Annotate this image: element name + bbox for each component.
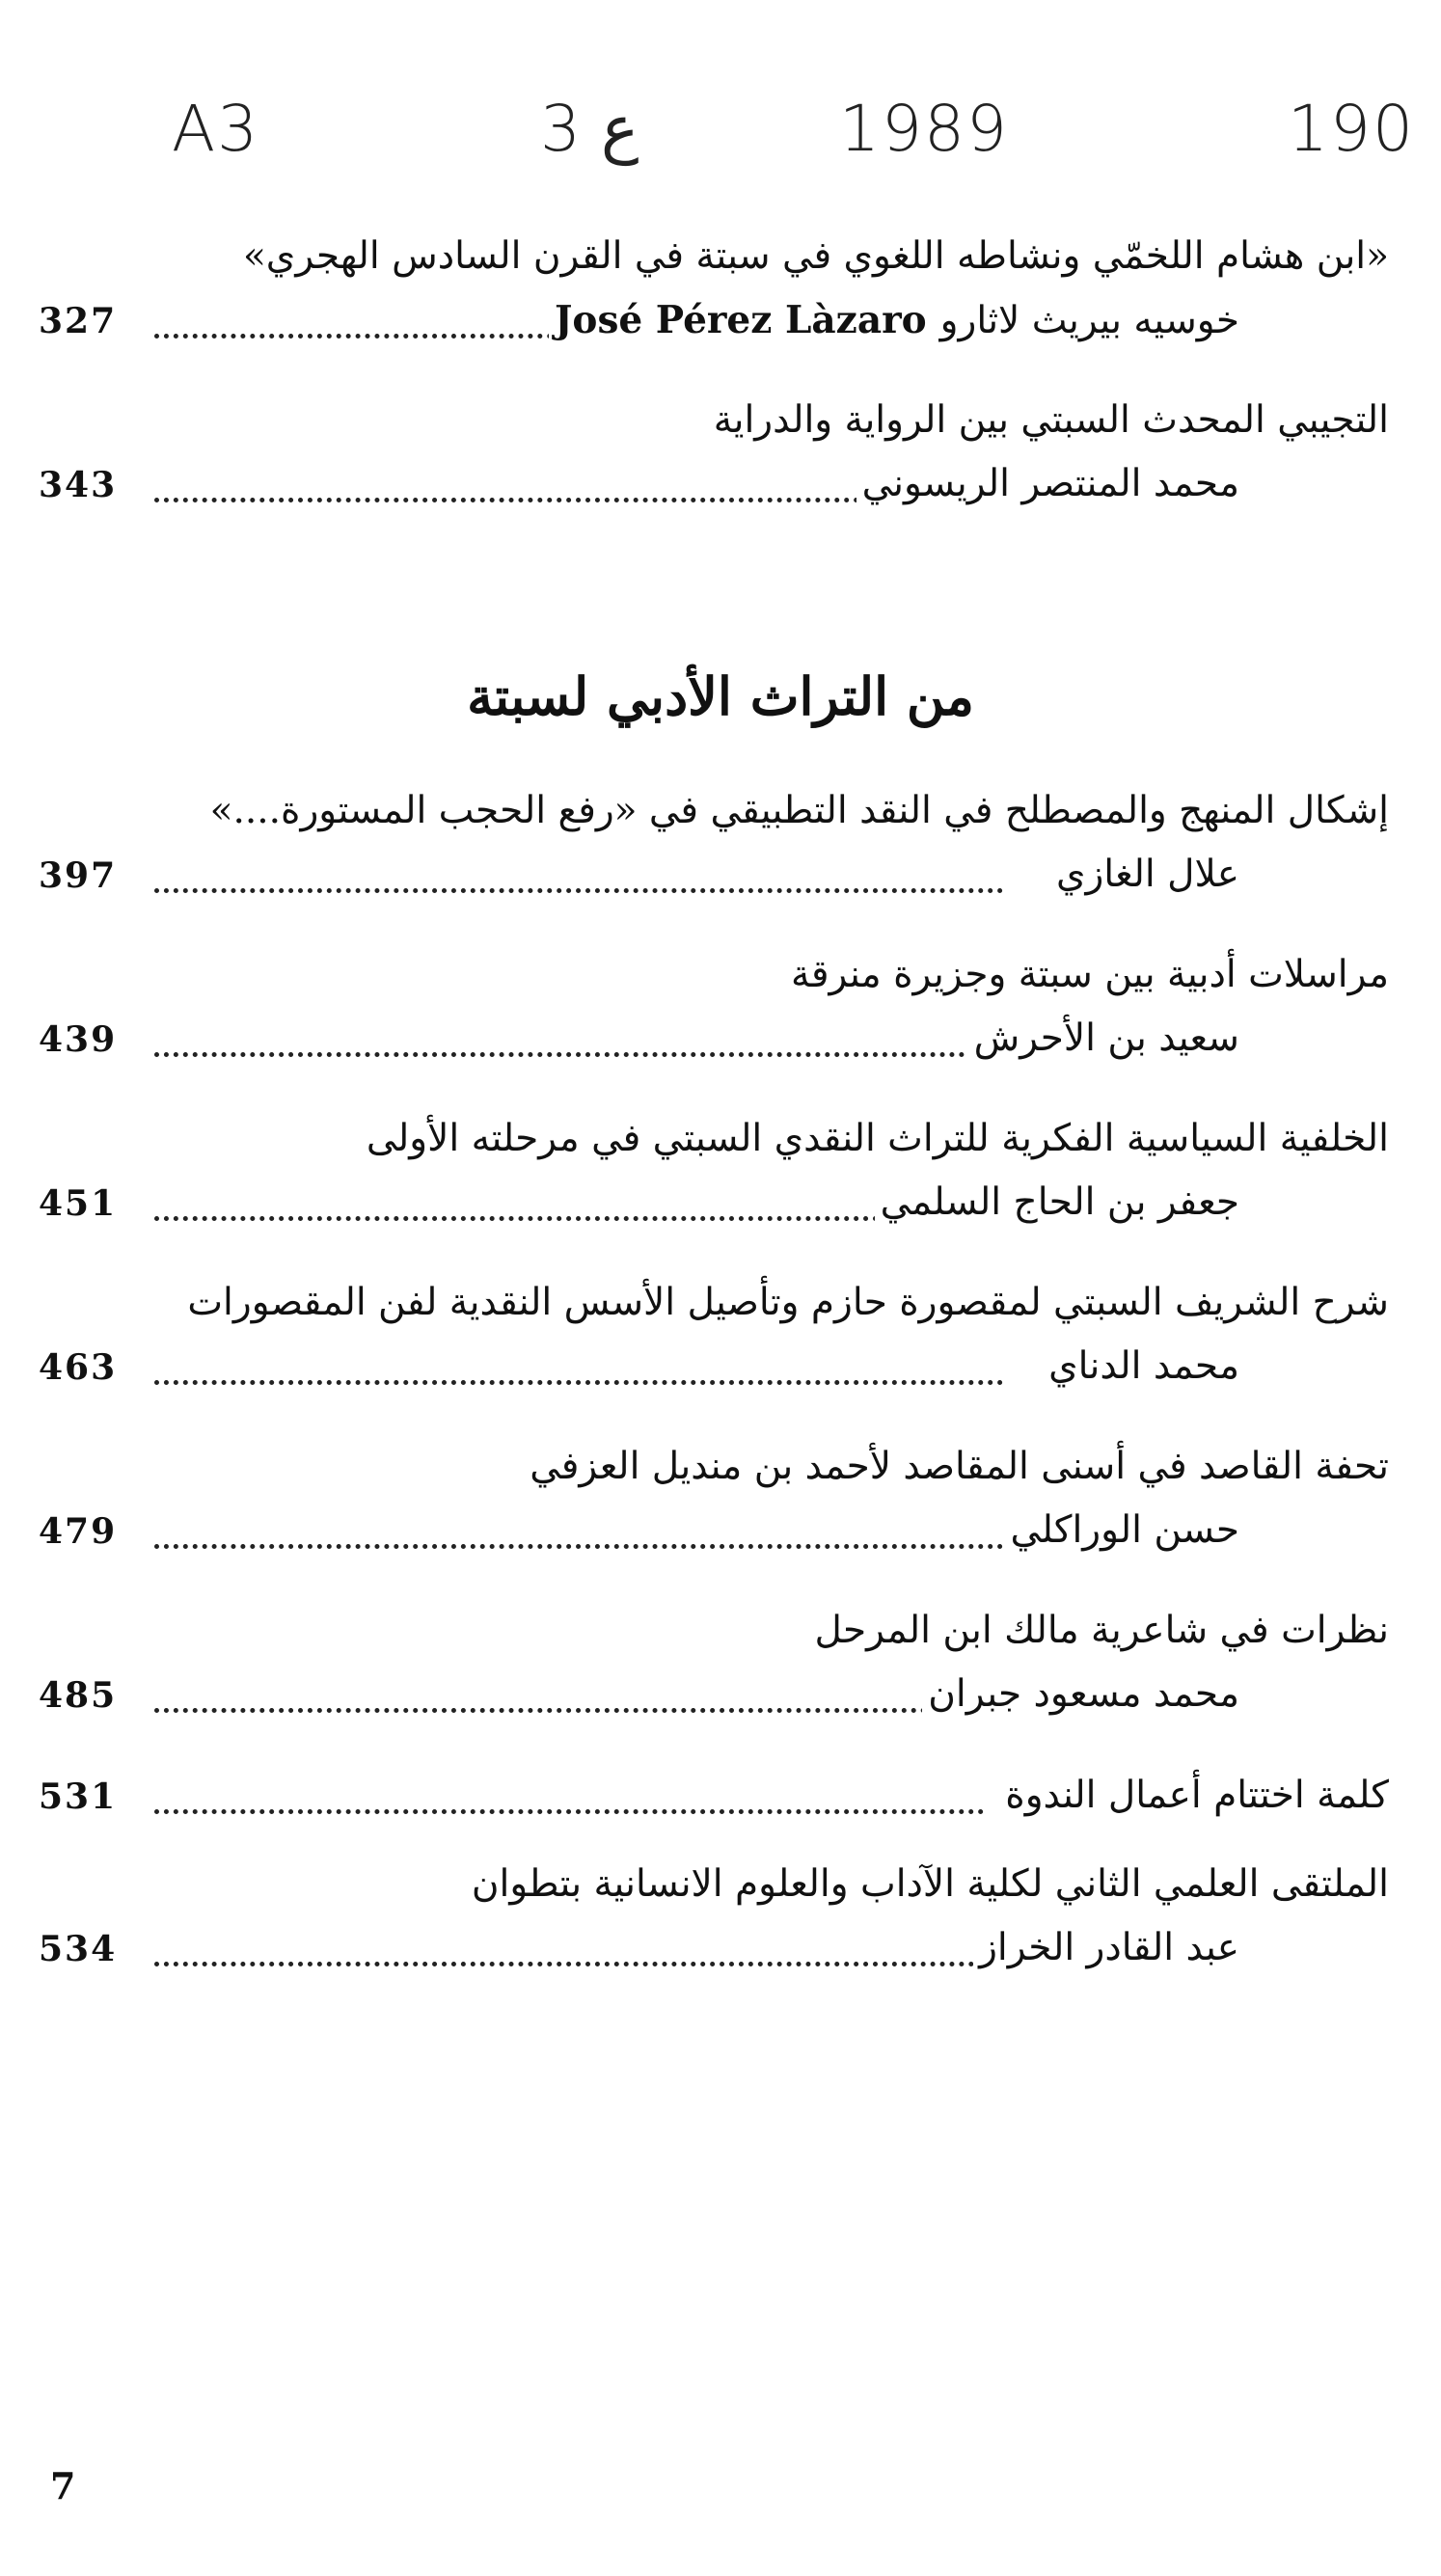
toc-entry: [39, 1606, 1389, 1727]
toc-entry: [39, 950, 1389, 1071]
author-latin: José Pérez Làzaro: [554, 298, 927, 342]
toc-entry-page: 327: [39, 301, 118, 341]
toc-entry-author-row: [39, 1014, 1389, 1071]
toc-entry-title: الملتقى العلمي الثاني لكلية الآداب والعلوم الانسانية بتطوان: [471, 1862, 1389, 1906]
toc-entry-title: شرح الشريف السبتي لمقصورة حازم وتأصيل الأسس النقدية لفن المقصورات: [187, 1281, 1389, 1324]
leader-dots: [154, 1521, 1003, 1549]
toc-entry: [39, 1114, 1389, 1235]
leader-dots: [154, 1685, 1003, 1713]
toc-entry-author: جعفر بن الحاج السلمي: [875, 1178, 1239, 1228]
section-heading: من التراث الأدبي لسبتة: [467, 665, 974, 727]
toc-entry-page: 531: [39, 1776, 118, 1817]
toc-entry-page: 534: [39, 1929, 118, 1969]
toc-entry-page: 485: [39, 1675, 118, 1716]
toc-entry-title: «ابن هشام اللخمّي ونشاطه اللغوي في سبتة في القرن السادس الهجري»: [242, 234, 1389, 278]
leader-dots: [154, 1939, 1003, 1966]
toc-entry: [39, 395, 1389, 517]
page-number: 7: [50, 2464, 76, 2508]
toc-entry-author-row: [39, 1923, 1389, 1981]
toc-entry-author-row: [39, 1342, 1389, 1399]
toc-entry-title: تحفة القاصد في أسنى المقاصد لأحمد بن منديل العزفي: [530, 1445, 1389, 1488]
leader-dots: [154, 1786, 984, 1814]
toc-entry-author: [549, 295, 1239, 346]
toc-entry-author-row: [39, 1505, 1389, 1563]
toc-entry-page: 397: [39, 855, 118, 896]
toc-entry: [39, 1442, 1389, 1563]
toc-entry-author-row: [39, 459, 1389, 517]
toc-entry-title: كلمة اختتام أعمال الندوة: [999, 1771, 1389, 1821]
handwritten-number: 190: [1288, 92, 1415, 166]
toc-entry-page: 451: [39, 1183, 118, 1224]
toc-entry-closing: [39, 1771, 1389, 1829]
toc-entry: [39, 1859, 1389, 1981]
toc-entry-page: 439: [39, 1019, 118, 1060]
toc-entry-title: مراسلات أدبية بين سبتة وجزيرة منرقة: [790, 953, 1389, 996]
toc-entry-title: التجيبي المحدث السبتي بين الرواية والدراية: [713, 398, 1389, 442]
toc-entry-page: 479: [39, 1511, 118, 1552]
toc-entry-author: حسن الوراكلي: [1004, 1505, 1239, 1556]
toc-entry-page: 343: [39, 465, 118, 505]
toc-entry-title: نظرات في شاعرية مالك ابن المرحل: [814, 1609, 1389, 1652]
toc-entry: [39, 231, 1389, 353]
toc-entry-author: محمد مسعود جبران: [922, 1669, 1239, 1720]
toc-entry-author-row: [39, 1178, 1389, 1235]
toc-entry-page: 463: [39, 1347, 118, 1388]
leader-dots: [154, 1357, 1003, 1385]
toc-entry: [39, 786, 1389, 908]
handwritten-issue: 3 ع: [540, 92, 639, 166]
handwritten-code: A3: [172, 92, 260, 166]
leader-dots: [154, 865, 1003, 893]
toc-entry-author: عبد القادر الخراز: [973, 1923, 1239, 1973]
toc-entry-author: محمد المنتصر الريسوني: [856, 459, 1239, 509]
toc-entry: [39, 1278, 1389, 1399]
author-arabic: خوسيه بيريث لاثارو: [939, 299, 1239, 342]
toc-entry-title: الخلفية السياسية الفكرية للتراث النقدي السبتي في مرحلته الأولى: [366, 1117, 1389, 1160]
toc-entry-author-row: [39, 295, 1389, 353]
toc-entry-author-row: [39, 850, 1389, 908]
leader-dots: [154, 1029, 1003, 1057]
toc-entry-title: إشكال المنهج والمصطلح في النقد التطبيقي في «رفع الحجب المستورة....»: [209, 789, 1389, 832]
toc-entry-author: علال الغازي: [1050, 850, 1239, 900]
toc-entry-author: محمد الدناي: [1043, 1342, 1239, 1392]
handwritten-year: 1989: [839, 92, 1009, 166]
toc-entry-author-row: [39, 1669, 1389, 1727]
toc-entry-author: سعيد بن الأحرش: [968, 1014, 1239, 1064]
